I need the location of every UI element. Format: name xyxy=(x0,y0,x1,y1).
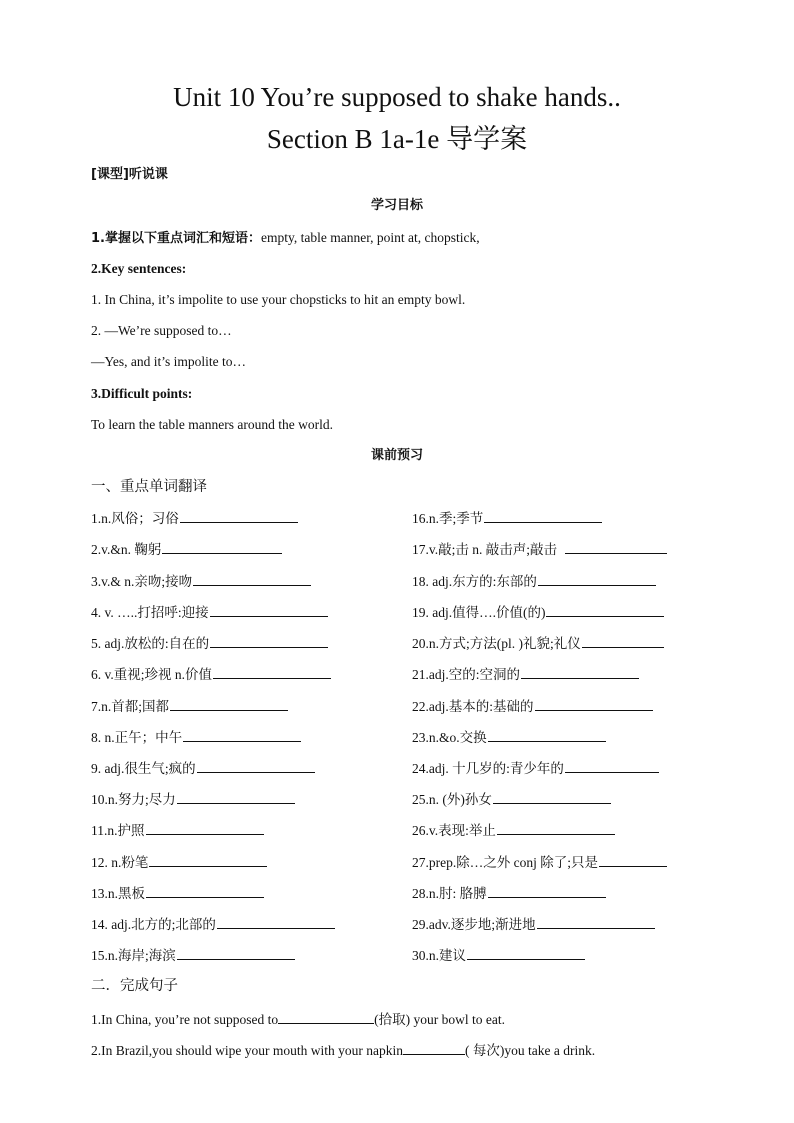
answer-blank[interactable] xyxy=(546,603,664,617)
key-sentence-1: 1. In China, it’s impolite to use your chopsticks to hit an empty bowl. xyxy=(91,292,466,307)
vocab-item xyxy=(412,853,667,872)
vocab-item xyxy=(91,759,315,778)
answer-blank[interactable] xyxy=(193,572,311,586)
vocab-item xyxy=(91,509,298,528)
vocab-prompt: 21.adj.空的:空洞的 xyxy=(412,667,520,682)
answer-blank[interactable] xyxy=(582,634,664,648)
answer-blank[interactable] xyxy=(521,665,639,679)
sentence-2-hint: ( 每次) xyxy=(464,1043,505,1058)
answer-blank[interactable] xyxy=(488,884,606,898)
vocab-item xyxy=(91,884,264,903)
vocab-prompt: 16.n.季;季节 xyxy=(412,511,484,526)
vocab-prompt: 5. adj.放松的:自在的 xyxy=(91,636,210,651)
preview-heading: 课前预习 xyxy=(370,448,423,463)
answer-blank[interactable] xyxy=(493,790,611,804)
vocab-item xyxy=(412,697,653,716)
goal-point-1 xyxy=(91,229,480,248)
vocab-prompt: 7.n.首都;国都 xyxy=(91,699,170,714)
sentence-1-blank[interactable] xyxy=(278,1010,374,1024)
sentence-2-start: 2.In Brazil,you should wipe your mouth with your napkin xyxy=(91,1043,403,1058)
vocab-item xyxy=(91,915,335,934)
answer-blank[interactable] xyxy=(146,821,264,835)
complete-sentence-1 xyxy=(91,1010,505,1029)
answer-blank[interactable] xyxy=(565,540,667,554)
vocab-item xyxy=(91,853,267,872)
vocab-prompt: 4. v. …..打招呼:迎接 xyxy=(91,605,209,620)
sentence-2-end: you take a drink. xyxy=(504,1043,596,1058)
vocab-prompt: 15.n.海岸;海滨 xyxy=(91,948,176,963)
vocab-item xyxy=(412,603,664,622)
vocab-prompt: 14. adj.北方的;北部的 xyxy=(91,917,216,932)
vocab-item xyxy=(91,697,288,716)
vocab-item xyxy=(412,946,585,965)
vocab-prompt: 1.n.风俗；习俗 xyxy=(91,511,179,526)
vocab-prompt: 20.n.方式;方法(pl. )礼貌;礼仪 xyxy=(412,636,581,651)
answer-blank[interactable] xyxy=(183,728,301,742)
vocab-item xyxy=(412,728,606,747)
vocab-prompt: 10.n.努力;尽力 xyxy=(91,792,176,807)
answer-blank[interactable] xyxy=(488,728,606,742)
goal-point-3-text: To learn the table manners around the world. xyxy=(91,417,333,432)
vocab-item xyxy=(412,634,664,653)
answer-blank[interactable] xyxy=(210,603,328,617)
vocab-item xyxy=(91,665,331,684)
goal-point-2-label: 2.Key sentences: xyxy=(91,261,187,276)
section-2-title: 二．完成句子 xyxy=(91,978,178,994)
vocab-prompt: 18. adj.东方的:东部的 xyxy=(412,574,537,589)
answer-blank[interactable] xyxy=(484,509,602,523)
answer-blank[interactable] xyxy=(177,790,295,804)
sentence-1-start: 1.In China, you’re not supposed to xyxy=(91,1012,279,1027)
vocab-prompt: 13.n.黑板 xyxy=(91,886,145,901)
answer-blank[interactable] xyxy=(170,697,288,711)
vocab-item xyxy=(412,665,639,684)
answer-blank[interactable] xyxy=(538,572,656,586)
vocab-item xyxy=(412,540,667,559)
vocab-prompt: 2.v.&n. 鞠躬 xyxy=(91,542,162,557)
vocab-prompt: 17.v.敲;击 n. 敲击声;敲击 xyxy=(412,542,557,557)
vocab-item xyxy=(91,946,295,965)
vocab-item xyxy=(412,759,659,778)
section-1-title: 一、重点单词翻译 xyxy=(91,479,207,495)
answer-blank[interactable] xyxy=(162,540,282,554)
vocab-item xyxy=(91,821,264,840)
vocab-item xyxy=(412,790,611,809)
vocab-item xyxy=(91,603,328,622)
answer-blank[interactable] xyxy=(149,853,267,867)
vocab-prompt: 11.n.护照 xyxy=(91,823,145,838)
vocab-prompt: 24.adj. 十几岁的:青少年的 xyxy=(412,761,564,776)
vocab-item xyxy=(412,509,602,528)
page-title-line-2: Section B 1a-1e 导学案 xyxy=(266,124,528,154)
answer-blank[interactable] xyxy=(213,665,331,679)
vocab-prompt: 3.v.& n.亲吻;接吻 xyxy=(91,574,193,589)
key-sentence-3: —Yes, and it’s impolite to… xyxy=(91,354,247,369)
vocab-item xyxy=(91,572,311,591)
goal-point-3-label: 3.Difficult points: xyxy=(91,386,193,401)
answer-blank[interactable] xyxy=(599,853,667,867)
answer-blank[interactable] xyxy=(210,634,328,648)
answer-blank[interactable] xyxy=(537,915,655,929)
vocab-prompt: 27.prep.除…之外 conj 除了;只是 xyxy=(412,855,598,870)
vocab-prompt: 23.n.&o.交换 xyxy=(412,730,487,745)
vocab-item xyxy=(91,634,328,653)
answer-blank[interactable] xyxy=(497,821,615,835)
vocab-prompt: 25.n. (外)孙女 xyxy=(412,792,492,807)
key-sentence-2: 2. —We’re supposed to… xyxy=(91,323,232,338)
answer-blank[interactable] xyxy=(217,915,335,929)
vocab-prompt: 28.n.肘: 胳膊 xyxy=(412,886,487,901)
goal-point-1-text: empty, table manner, point at, chopstick, xyxy=(260,230,480,245)
goal-point-1-label: 1.掌握以下重点词汇和短语： xyxy=(91,231,261,246)
complete-sentence-2 xyxy=(91,1041,595,1060)
answer-blank[interactable] xyxy=(180,509,298,523)
goals-heading: 学习目标 xyxy=(370,198,423,213)
vocab-prompt: 22.adj.基本的:基础的 xyxy=(412,699,534,714)
vocab-item xyxy=(412,572,656,591)
vocab-item xyxy=(91,540,282,559)
vocab-item xyxy=(91,728,301,747)
vocab-item xyxy=(412,884,606,903)
lesson-type: [课型]听说课 xyxy=(91,167,168,182)
vocab-prompt: 9. adj.很生气;疯的 xyxy=(91,761,196,776)
vocab-prompt: 8. n.正午；中午 xyxy=(91,730,183,745)
answer-blank[interactable] xyxy=(565,759,659,773)
answer-blank[interactable] xyxy=(197,759,315,773)
vocab-item xyxy=(412,821,615,840)
vocab-item xyxy=(412,915,655,934)
sentence-2-blank[interactable] xyxy=(403,1041,465,1055)
sentence-1-end: your bowl to eat. xyxy=(410,1012,505,1027)
answer-blank[interactable] xyxy=(146,884,264,898)
sentence-1-hint: (拾取) xyxy=(374,1012,411,1027)
answer-blank[interactable] xyxy=(177,946,295,960)
vocab-prompt: 30.n.建议 xyxy=(412,948,466,963)
vocab-prompt: 6. v.重视;珍视 n.价值 xyxy=(91,667,212,682)
vocab-prompt: 26.v.表现:举止 xyxy=(412,823,496,838)
vocab-item xyxy=(91,790,295,809)
vocab-prompt: 19. adj.值得….价值(的) xyxy=(412,605,546,620)
answer-blank[interactable] xyxy=(535,697,653,711)
vocab-prompt: 12. n.粉笔 xyxy=(91,855,149,870)
page-title-line-1: Unit 10 You’re supposed to shake hands.. xyxy=(173,82,621,112)
vocab-prompt: 29.adv.逐步地;渐进地 xyxy=(412,917,536,932)
answer-blank[interactable] xyxy=(467,946,585,960)
